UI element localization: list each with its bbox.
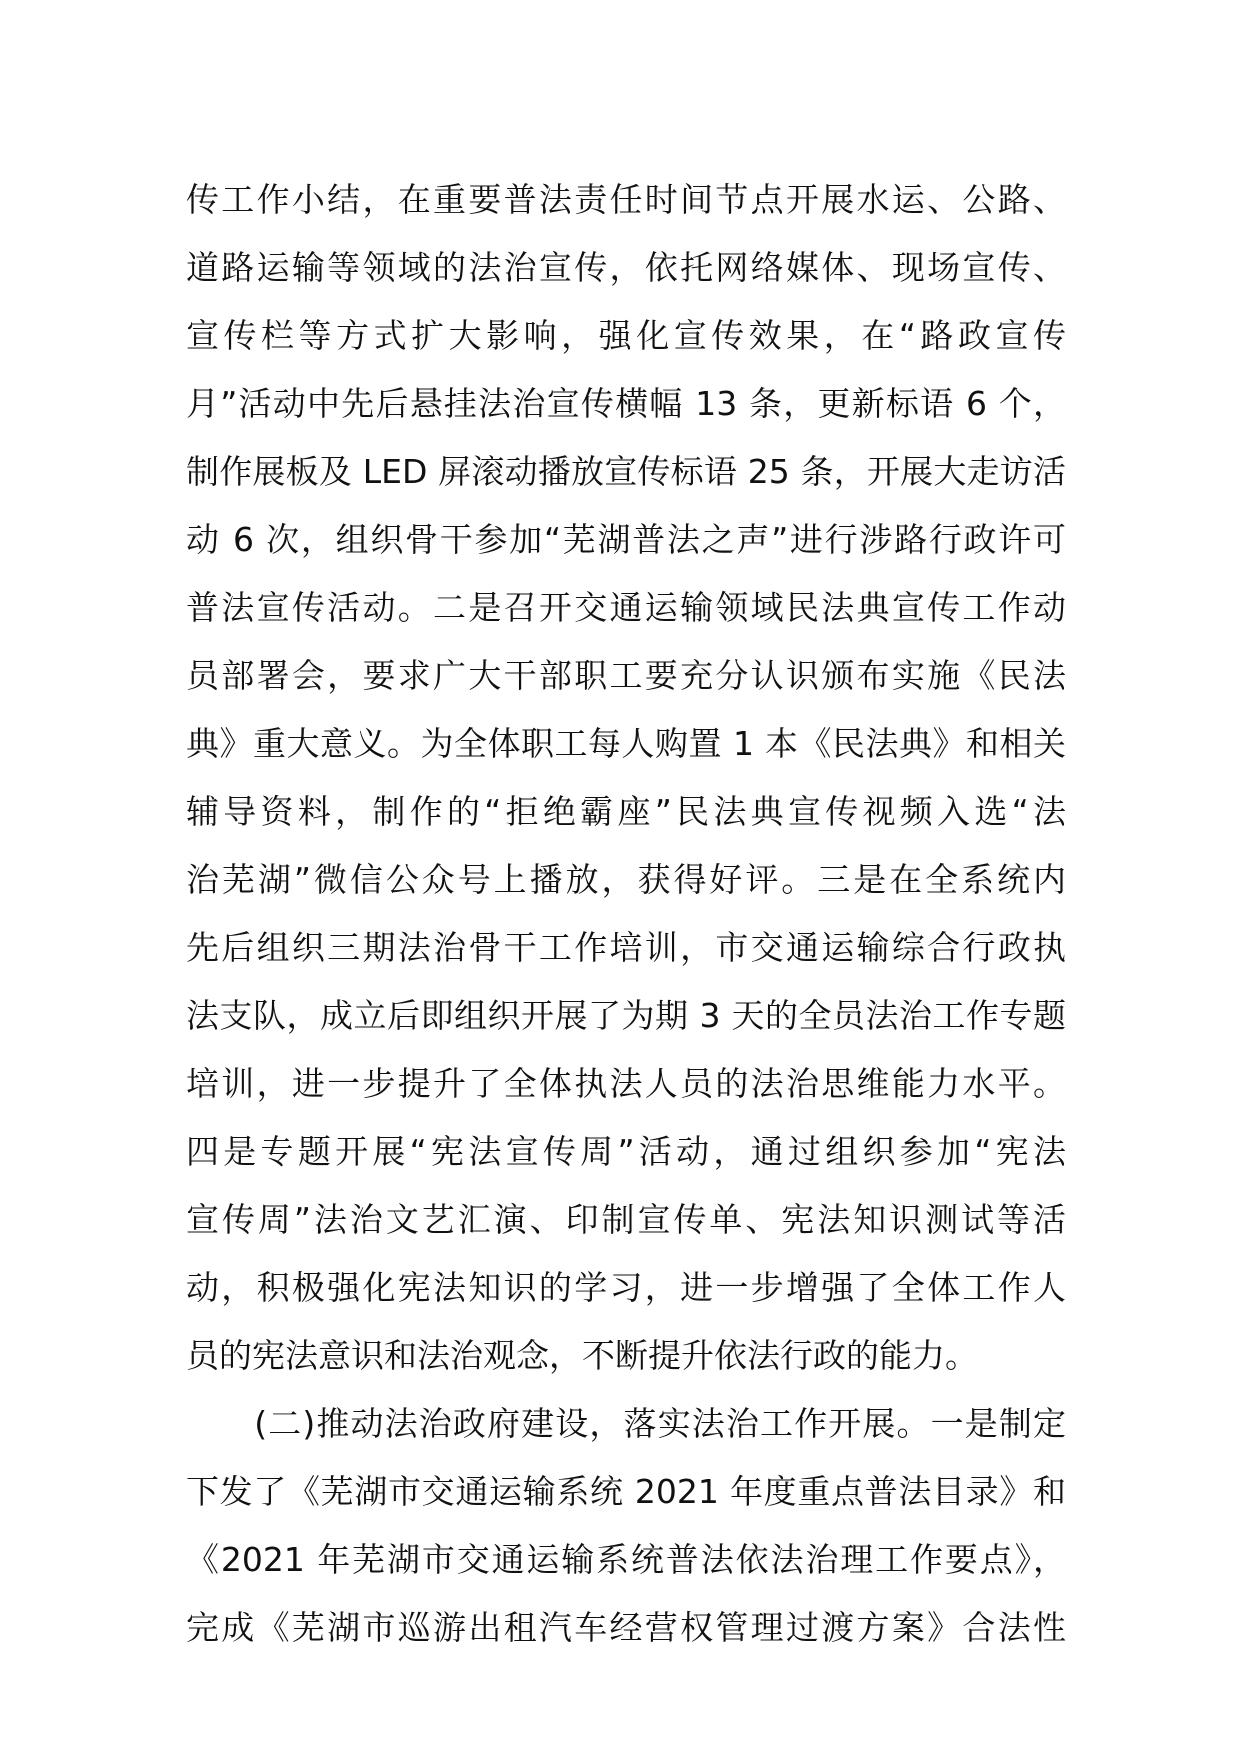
text-line: 典》重大意义。为全体职工每人购置 1 本《民法典》和相关	[186, 724, 1066, 763]
text-line: 员部署会，要求广大干部职工要充分认识颁布实施《民法	[186, 656, 1066, 695]
text-line: 培训，进一步提升了全体执法人员的法治思维能力水平。	[186, 1064, 1066, 1103]
text-line: 四是专题开展“宪法宣传周”活动，通过组织参加“宪法	[186, 1132, 1066, 1171]
text-line: 法支队，成立后即组织开展了为期 3 天的全员法治工作专题	[186, 996, 1066, 1035]
text-line: 制作展板及 LED 屏滚动播放宣传标语 25 条，开展大走访活	[186, 452, 1066, 491]
text-line: 月”活动中先后悬挂法治宣传横幅 13 条，更新标语 6 个，	[186, 384, 1066, 423]
text-line: 《2021 年芜湖市交通运输系统普法依法治理工作要点》，	[186, 1540, 1066, 1579]
text-line: 传工作小结，在重要普法责任时间节点开展水运、公路、	[186, 180, 1066, 219]
text-line: 宣传栏等方式扩大影响，强化宣传效果，在“路政宣传	[186, 316, 1066, 355]
text-line: 道路运输等领域的法治宣传，依托网络媒体、现场宣传、	[186, 248, 1066, 287]
text-line: 员的宪法意识和法治观念，不断提升依法行政的能力。	[186, 1336, 978, 1375]
text-line: 辅导资料，制作的“拒绝霸座”民法典宣传视频入选“法	[186, 792, 1066, 831]
text-line: 宣传周”法治文艺汇演、印制宣传单、宪法知识测试等活	[186, 1200, 1066, 1239]
text-line: 普法宣传活动。二是召开交通运输领域民法典宣传工作动	[186, 588, 1066, 627]
text-line: 下发了《芜湖市交通运输系统 2021 年度重点普法目录》和	[186, 1472, 1066, 1511]
text-line: 治芜湖”微信公众号上播放，获得好评。三是在全系统内	[186, 860, 1066, 899]
document-body	[186, 166, 1066, 1662]
text-line: (二)推动法治政府建设，落实法治工作开展。一是制定	[186, 1404, 1066, 1443]
text-line: 动 6 次，组织骨干参加“芜湖普法之声”进行涉路行政许可	[186, 520, 1066, 559]
text-line: 动，积极强化宪法知识的学习，进一步增强了全体工作人	[186, 1268, 1066, 1307]
text-line: 完成《芜湖市巡游出租汽车经营权管理过渡方案》合法性	[186, 1608, 1066, 1647]
text-line: 先后组织三期法治骨干工作培训，市交通运输综合行政执	[186, 928, 1066, 967]
